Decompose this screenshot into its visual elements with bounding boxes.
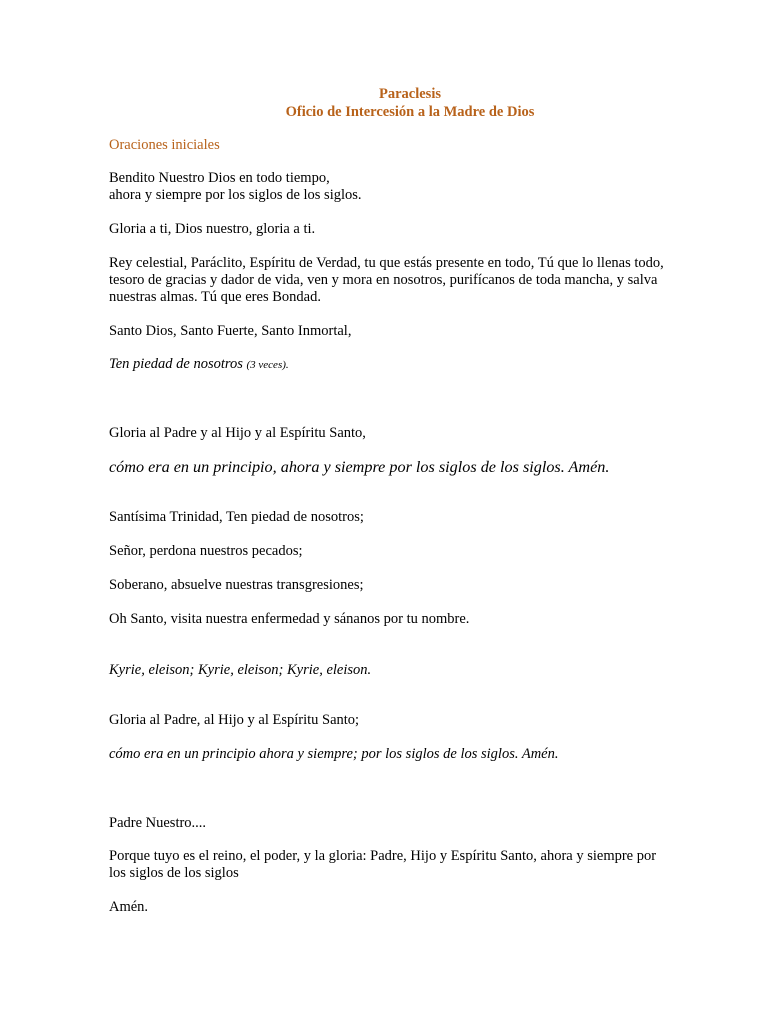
paragraph-santisima-trinidad: Santísima Trinidad, Ten piedad de nosotros;	[109, 509, 364, 525]
paragraph-santo-dios: Santo Dios, Santo Fuerte, Santo Inmortal,	[109, 323, 352, 339]
paragraph-gloria-al-padre-2: Gloria al Padre, al Hijo y al Espíritu Santo;	[109, 712, 360, 728]
document-title: Paraclesis	[378, 86, 441, 102]
paragraph-rey-celestial-line-2: tesoro de gracias y dador de vida, ven y mora en nosotros, purifícanos de toda mancha, y salva	[109, 272, 658, 288]
paragraph-kyrie: Kyrie, eleison; Kyrie, eleison; Kyrie, eleison.	[109, 662, 372, 678]
paragraph-ten-piedad	[109, 356, 289, 374]
paragraph-bendito-line-2: ahora y siempre por los siglos de los siglos.	[109, 187, 362, 203]
paragraph-porque-tuyo-line-2: los siglos de los siglos	[109, 865, 239, 881]
paragraph-bendito-line-1: Bendito Nuestro Dios en todo tiempo,	[109, 170, 330, 186]
paragraph-amen: Amén.	[109, 899, 149, 915]
paragraph-gloria-a-ti: Gloria a ti, Dios nuestro, gloria a ti.	[109, 221, 316, 237]
paragraph-como-era-1: cómo era en un principio, ahora y siempre por los siglos de los siglos. Amén.	[109, 458, 610, 476]
paragraph-padre-nuestro: Padre Nuestro....	[109, 815, 207, 831]
paragraph-soberano: Soberano, absuelve nuestras transgresiones;	[109, 577, 364, 593]
paragraph-rey-celestial-line-1: Rey celestial, Paráclito, Espíritu de Verdad, tu que estás presente en todo, Tú que lo llenas todo,	[109, 255, 664, 271]
paragraph-senor-perdona: Señor, perdona nuestros pecados;	[109, 543, 303, 559]
tres-veces-note: (3 veces).	[246, 359, 289, 371]
paragraph-rey-celestial-line-3: nuestras almas. Tú que eres Bondad.	[109, 289, 321, 305]
paragraph-porque-tuyo-line-1: Porque tuyo es el reino, el poder, y la gloria: Padre, Hijo y Espíritu Santo, ahora y siempre por	[109, 848, 657, 864]
ten-piedad-text: Ten piedad de nosotros	[109, 356, 243, 372]
document-subtitle: Oficio de Intercesión a la Madre de Dios	[285, 104, 535, 120]
section-heading: Oraciones iniciales	[109, 137, 220, 153]
paragraph-oh-santo: Oh Santo, visita nuestra enfermedad y sánanos por tu nombre.	[109, 611, 470, 627]
paragraph-como-era-2: cómo era en un principio ahora y siempre; por los siglos de los siglos. Amén.	[109, 746, 559, 762]
paragraph-gloria-al-padre-1: Gloria al Padre y al Hijo y al Espíritu Santo,	[109, 425, 366, 441]
